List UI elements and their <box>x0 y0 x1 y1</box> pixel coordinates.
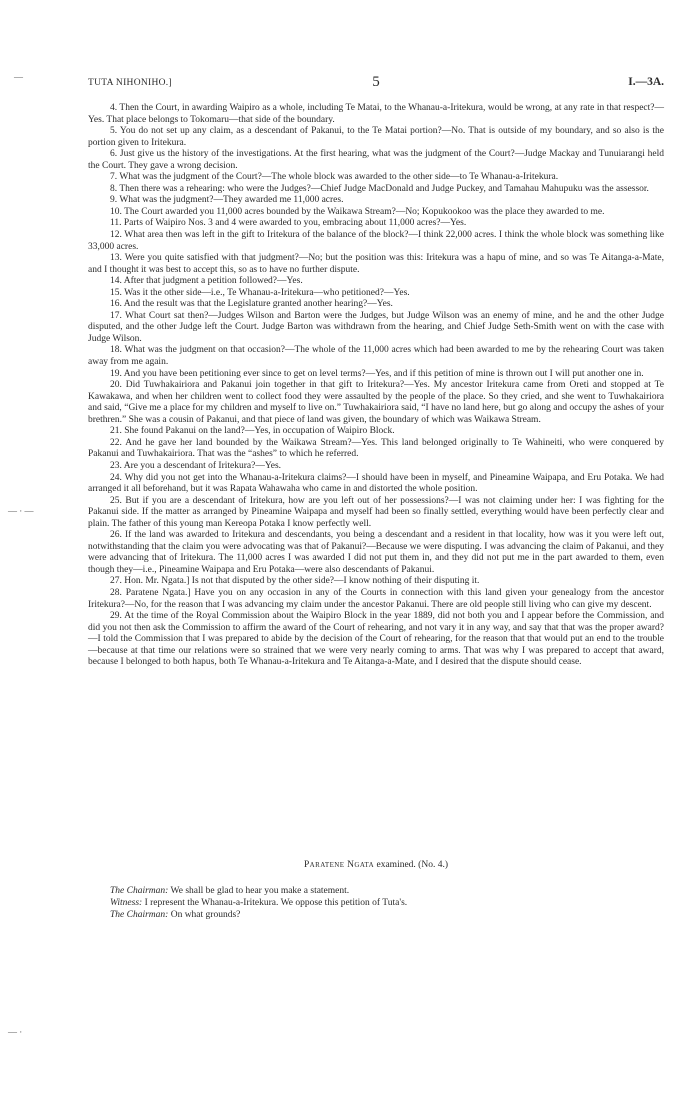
paragraph: 29. At the time of the Royal Commission about the Waipiro Block in the year 1889, did not both you and I appear before the Commission, and did you not then ask the Commission to affirm the award of the Court of rehearing, and not vary it in any way, and say that that was the proper award?—I told the Commission that I was prepared to abide by the decision of the Court of rehearing, for the reason that that would put an end to the trouble—because at that time our relations were so strained that we were very nearly coming to arms. That was why I was prepared to accept that award, because I belonged to both hapus, both Te Whanau-a-Iritekura and Te Aitanga-a-Mate, and I desired that the dispute should cease. <box>88 611 664 668</box>
speaker-label: The Chairman: <box>110 886 169 896</box>
paragraph: 26. If the land was awarded to Iritekura and descendants, you being a descendant and a resident in that locality, how was it you were left out, notwithstanding that the claim you were advocating was that of Pakanui?—Because we were disputing. I was advancing the claim of Pakanui, and they were advancing that of Iritekura. The 11,000 acres I was awarded I did not put them in, and they did not put me in the part awarded to them, even though they—i.e., Pineamine Waipapa and Eru Potaka—were also descendants of Pakanui. <box>88 530 664 575</box>
examination-line <box>88 886 664 898</box>
paragraph: 28. Paratene Ngata.] Have you on any occasion in any of the Courts in connection with this land given your genealogy from the ancestor Iritekura?—No, for the reason that I was advancing my claim under the ancestor Pakanui. There are old people still living who can give my descent. <box>88 587 664 610</box>
margin-tick-mark: — <box>14 72 23 82</box>
paragraph: 8. Then there was a rehearing: who were the Judges?—Chief Judge MacDonald and Judge Puckey, and Tamahau Mahupuku was the assessor. <box>110 183 649 194</box>
margin-tick-mark: — · <box>8 1027 23 1037</box>
paragraph: 17. What Court sat then?—Judges Wilson and Barton were the Judges, but Judge Wilson was an enemy of mine, and he and the other Judge disputed, and the other Judge left the Court. Judge Barton was withdrawn from the hearing, and Chief Judge Seth-Smith went on with the case with Judge Wilson. <box>88 310 664 344</box>
page-number: 5 <box>372 74 380 90</box>
paragraph: 16. And the result was that the Legislature granted another hearing?—Yes. <box>110 299 393 310</box>
examination-line <box>88 898 664 910</box>
paragraph: 18. What was the judgment on that occasion?—The whole of the 11,000 acres which had been awarded to me by the rehearing Court was taken away from me again. <box>88 345 664 368</box>
section-heading-rest: examined. (No. 4.) <box>374 860 448 870</box>
paragraph: 6. Just give us the history of the investigations. At the first hearing, what was the judgment of the Court?—Judge Mackay and Tunuiarangi held the Court. They gave a wrong decision. <box>88 149 664 171</box>
paragraph: 25. But if you are a descendant of Iritekura, how are you left out of her possessions?—I was not claiming under her: I was fighting for the Pakanui side. If the matter as arranged by Pineamine Waipapa and myself had been so finally settled, everything would have been perfectly clear and plain. The father of this young man Kereopa Potaka I know perfectly well. <box>88 495 664 529</box>
paragraph: 9. What was the judgment?—They awarded me 11,000 acres. <box>110 195 344 206</box>
witness-name: Paratene Ngata <box>304 860 375 870</box>
speaker-label: The Chairman: <box>110 909 169 920</box>
testimony-body <box>88 103 664 669</box>
speech-text: We shall be glad to hear you make a statement. <box>168 886 350 896</box>
running-title: TUTA NIHONIHO.] <box>88 78 172 88</box>
speech-text: On what grounds? <box>168 909 241 920</box>
paragraph: 14. After that judgment a petition followed?—Yes. <box>110 276 303 287</box>
paragraph: 7. What was the judgment of the Court?—The whole block was awarded to the other side—to Te Whanau-a-Iritekura. <box>110 172 559 183</box>
speech-text: I represent the Whanau-a-Iritekura. We oppose this petition of Tuta's. <box>142 897 408 908</box>
paragraph: 24. Why did you not get into the Whanau-a-Iritekura claims?—I should have been in myself, and Pineamine Waipapa, and Eru Potaka. We had arranged it all beforehand, but it was Rapata Wahawaha who came in and distorted the whole position. <box>88 472 664 495</box>
paragraph: 20. Did Tuwhakairiora and Pakanui join together in that gift to Iritekura?—Yes. My ancestor Iritekura came from Oreti and stopped at Te Kawakawa, and when her children went to collect food they were assaulted by the people of the place. So they cried, and she went to Tuwhakairiora and said, “Give me a place for my children and myself to live on.” Tuwhakairiora said, “I have no land here, but go along and occupy the ashes of your brethren.” She was a cousin of Pakanui, and that piece of land was given, the boundary of which was Waikawa Stream. <box>88 380 664 425</box>
paragraph: 15. Was it the other side—i.e., Te Whanau-a-Iritekura—who petitioned?—Yes. <box>110 287 410 298</box>
paragraph: 27. Hon. Mr. Ngata.] Is not that disputed by the other side?—I know nothing of their disputing it. <box>110 576 480 587</box>
paragraph: 23. Are you a descendant of Iritekura?—Yes. <box>110 460 282 471</box>
document-reference: I.—3A. <box>628 76 664 88</box>
paragraph: 12. What area then was left in the gift to Iritekura of the balance of the block?—I think 22,000 acres. I think the whole block was something like 33,000 acres. <box>88 230 664 252</box>
paragraph: 22. And he gave her land bounded by the Waikawa Stream?—Yes. This land belonged originally to Te Wahineiti, who were conquered by Pakanui and Tuwhakairiora. That was the “ashes” to which he referred. <box>88 437 664 460</box>
margin-tick-mark: — · — <box>8 506 34 516</box>
paragraph: 13. Were you quite satisfied with that judgment?—No; but the position was this: Iritekura was a hapu of mine, and so was Te Aitanga-a-Mate, and I thought it was best to accept this, so as to have no further dispute. <box>88 253 664 275</box>
paragraph: 21. She found Pakanui on the land?—Yes, in occupation of Waipiro Block. <box>110 426 395 437</box>
examination-line <box>88 910 664 922</box>
page-header <box>88 76 664 94</box>
paragraph: 10. The Court awarded you 11,000 acres bounded by the Waikawa Stream?—No; Kopukookoo was the place they awarded to me. <box>110 206 605 217</box>
section-heading <box>88 860 664 870</box>
paragraph: 11. Parts of Waipiro Nos. 3 and 4 were awarded to you, embracing about 11,000 acres?—Yes. <box>110 218 467 229</box>
speaker-label: Witness: <box>110 897 143 908</box>
paragraph: 19. And you have been petitioning ever since to get on level terms?—Yes, and if this petition of mine is thrown out I will put another one in. <box>110 368 644 379</box>
paragraph: 4. Then the Court, in awarding Waipiro as a whole, including Te Matai, to the Whanau-a-Iritekura, would be wrong, at any rate in that respect?—Yes. That place belongs to Tokomaru—that side of the boundary. <box>88 103 664 125</box>
examination-block <box>88 886 664 921</box>
paragraph: 5. You do not set up any claim, as a descendant of Pakanui, to the Te Matai portion?—No. That is outside of my boundary, and so also is the portion given to Iritekura. <box>88 126 664 148</box>
